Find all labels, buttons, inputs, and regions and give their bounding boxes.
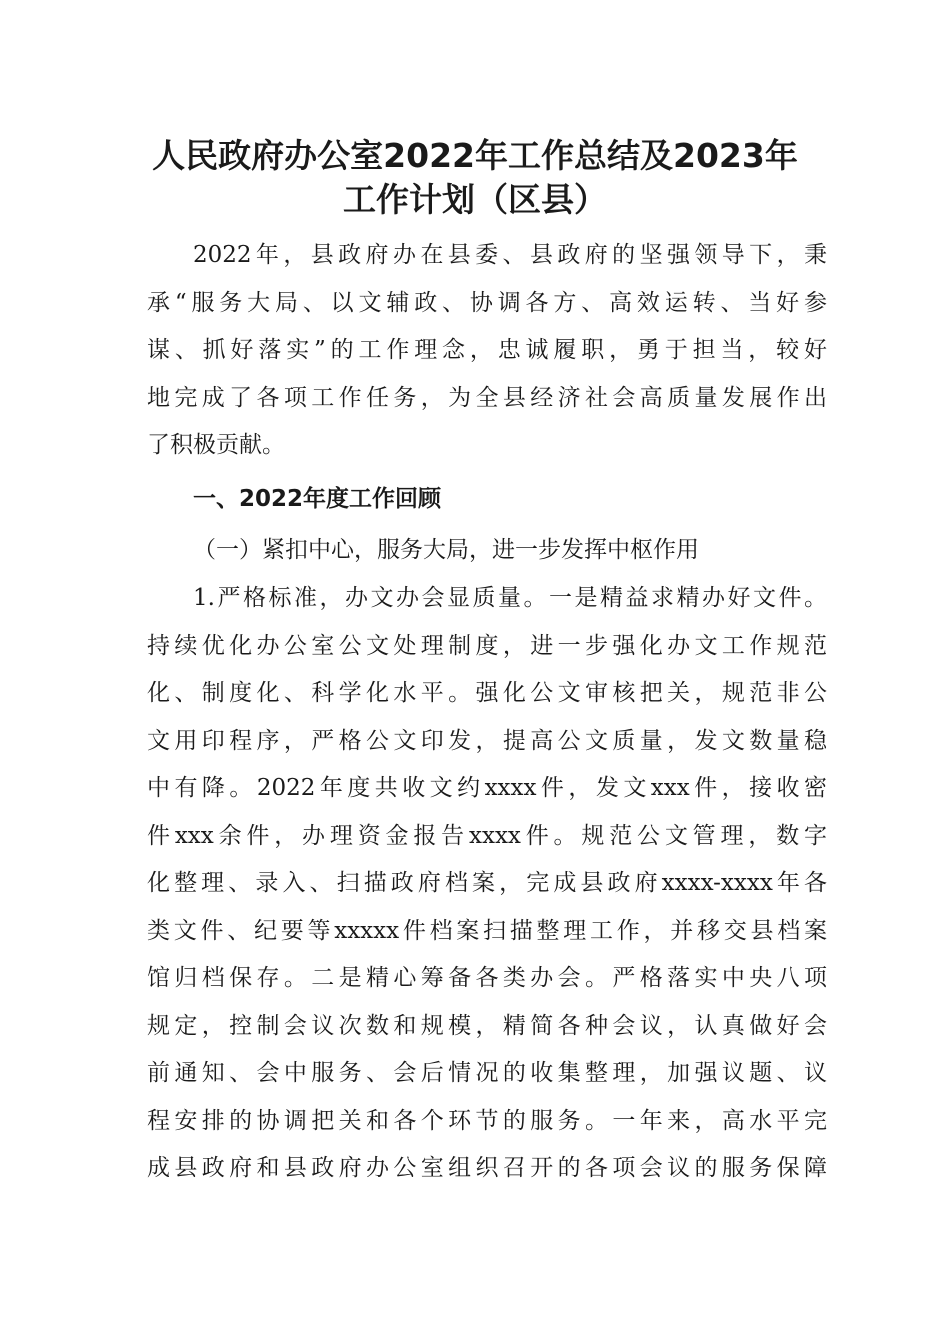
document-title-line-1: 人民政府办公室2022年工作总结及2023年: [152, 136, 798, 175]
section-heading: 一、2022年度工作回顾: [193, 486, 442, 512]
intro-line: 谋、抓好落实”的工作理念，忠诚履职，勇于担当，较好: [147, 337, 827, 363]
body-line: 件xxx余件，办理资金报告xxxx件。规范公文管理，数字: [147, 822, 827, 849]
intro-line: 地完成了各项工作任务，为全县经济社会高质量发展作出: [147, 384, 827, 411]
body-line: 中有降。2022年度共收文约xxxx件，发文xxx件，接收密: [147, 775, 827, 801]
body-line: 馆归档保存。二是精心筹备各类办会。严格落实中央八项: [147, 965, 827, 991]
body-line: 成县政府和县政府办公室组织召开的各项会议的服务保障: [147, 1155, 827, 1181]
body-line: 1.严格标准，办文办会显质量。一是精益求精办好文件。: [193, 585, 827, 611]
body-line: 化整理、录入、扫描政府档案，完成县政府xxxx-xxxx年各: [147, 870, 827, 896]
subsection-heading: （一）紧扣中心，服务大局，进一步发挥中枢作用: [193, 537, 699, 563]
document-title-line-2: 工作计划（区县）: [343, 180, 607, 219]
body-line: 持续优化办公室公文处理制度，进一步强化办文工作规范: [147, 632, 827, 659]
body-line: 规定，控制会议次数和规模，精简各种会议，认真做好会: [147, 1012, 827, 1039]
body-line: 类文件、纪要等xxxxx件档案扫描整理工作，并移交县档案: [147, 917, 827, 944]
intro-line: 2022年，县政府办在县委、县政府的坚强领导下，秉: [193, 242, 827, 268]
body-paragraph: [147, 575, 827, 1193]
body-line: 化、制度化、科学化水平。强化公文审核把关，规范非公: [147, 680, 827, 706]
body-line: 文用印程序，严格公文印发，提高公文质量，发文数量稳: [147, 727, 827, 754]
intro-paragraph: [147, 232, 827, 470]
intro-line: 了积极贡献。: [147, 432, 285, 458]
body-line: 前通知、会中服务、会后情况的收集整理，加强议题、议: [147, 1060, 827, 1086]
body-line: 程安排的协调把关和各个环节的服务。一年来，高水平完: [147, 1107, 827, 1134]
intro-line: 承“服务大局、以文辅政、协调各方、高效运转、当好参: [147, 289, 827, 316]
